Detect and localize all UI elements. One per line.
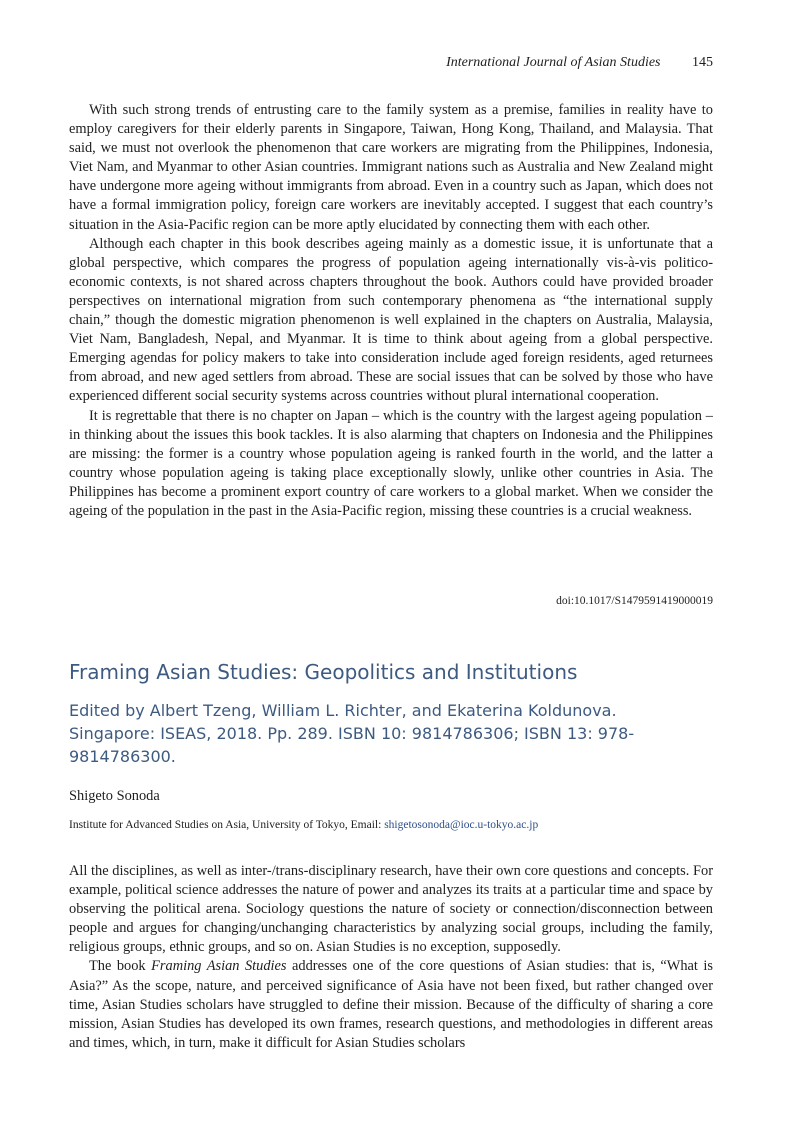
email-link[interactable]: shigetosonoda@ioc.u-tokyo.ac.jp [384,819,539,831]
doi: doi:10.1017/S1479591419000019 [556,595,713,607]
paragraph: Although each chapter in this book describes ageing mainly as a domestic issue, it is unfortunate that a global perspective, which compares the progress of population ageing internationally vis-à-vis politico-economic contexts, is not shared across chapters throughout the book. Authors could have provided broader perspectives on international migration from such contemporary phenomena as “the international supply chain,” though the domestic migration phenomenon is well explained in the chapters on Australia, Malaysia, Viet Nam, Bangladesh, Nepal, and Myanmar. It is time to think about ageing from a global perspective. Emerging agendas for policy makers to take into consideration include aged foreign residents, aged returnees from abroad, and new aged settlers from abroad. These are social issues that can be solved by those who have experienced different social security systems across countries without plural international cooperation. [69,235,713,405]
reviewer-affiliation [69,817,538,833]
book-review-title: Framing Asian Studies: Geopolitics and Institutions [69,660,578,684]
paragraph: It is regrettable that there is no chapter on Japan – which is the country with the largest ageing population – in thinking about the issues this book tackles. It is also alarming that chapters on Indonesia and the Philippines are missing: the former is a country whose population ageing is ranked fourth in the world, and the latter a country whose population ageing is taking place exceptionally slowly, unlike other countries in Asia. The Philippines has become a prominent export country of care workers to a global market. When we consider the ageing of the population in the past in the Asia-Pacific region, missing these countries is a crucial weakness. [69,407,713,519]
affiliation-text: Institute for Advanced Studies on Asia, University of Tokyo, Email: [69,819,385,831]
paragraph-text: The book [89,958,152,975]
paragraph: With such strong trends of entrusting care to the family system as a premise, families in reality have to employ caregivers for their elderly parents in Singapore, Taiwan, Hong Kong, Thailand, and Malaysia. That said, we must not overlook the phenomenon that care workers are migrating from the Philippines, Indonesia, Viet Nam, and Myanmar to other Asian countries. Immigrant nations such as Australia and New Zealand might have undergone more ageing without immigrants from abroad. Even in a country such as Japan, which does not have a formal immigration policy, foreign care workers are inevitably accepted. I suggest that each country’s situation in the Asia-Pacific region can be more aptly elucidated by connecting them with each other. [69,102,713,233]
journal-name: International Journal of Asian Studies [446,55,661,70]
paragraph [69,957,713,1052]
book-editors-publication: Edited by Albert Tzeng, William L. Richter, and Ekaterina Koldunova. Singapore: ISEAS, 2018. Pp. 289. ISBN 10: 9814786306; ISBN 13: 978-9814786300. [69,701,635,766]
book-title-reference: Framing Asian Studies [151,958,287,975]
paragraph-text: addresses one of the core questions of Asian studies: that is, “What is Asia?” As the scope, nature, and perceived significance of Asia have not been fixed, but rather changed over time, Asian Studies scholars have struggled to define their mission. Because of the difficulty of sharing a core mission, Asian Studies has developed its own frames, research questions, and methodologies in different areas and times, which, in turn, make it difficult for Asian Studies scholars [69,958,713,1051]
reviewer-name: Shigeto Sonoda [69,788,160,804]
paragraph: All the disciplines, as well as inter-/trans-disciplinary research, have their own core questions and concepts. For example, political science addresses the nature of power and analyzes its traits at a particular time and space by observing the political arena. Sociology questions the nature of society or connection/disconnection between people and argues for changing/unchanging characteristics by analyzing social groups, including the family, religious groups, ethnic groups, and so on. Asian Studies is no exception, supposedly. [69,863,713,956]
review-body [69,862,713,1053]
running-header [446,54,713,72]
previous-review-body [69,101,713,521]
page-number: 145 [692,55,713,70]
